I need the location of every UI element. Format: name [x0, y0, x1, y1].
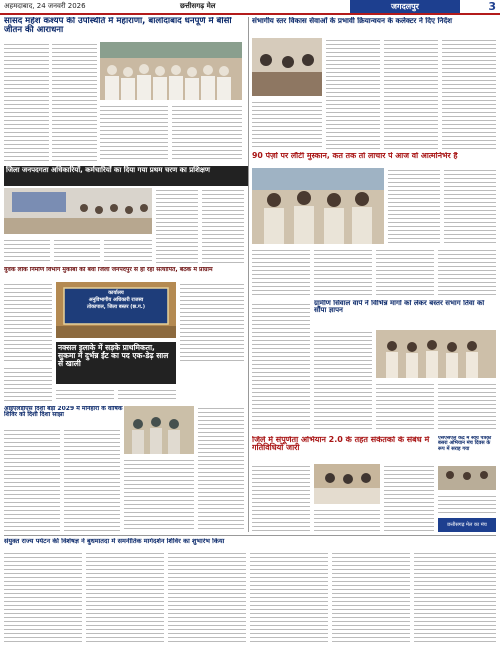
photo-memorandum [376, 330, 496, 378]
article-text [198, 406, 244, 532]
article-text [202, 188, 244, 264]
article-text [444, 168, 496, 244]
article-text [54, 238, 100, 264]
divider [4, 535, 496, 536]
article-text [314, 248, 372, 298]
article-text [172, 104, 242, 162]
photo-office-sign [56, 282, 176, 338]
article-text [442, 38, 496, 150]
promo-box-label: छत्तीसगढ़ मेल का मंच [447, 522, 487, 528]
article-text [180, 282, 244, 362]
article-text [414, 551, 496, 645]
headline-camp: आईएलडीएस दिशी बेड़ा 2029 में मनिहारा के वार्षिक शिविर को दिशी दिशा साझा [4, 406, 123, 419]
article-text [124, 458, 194, 532]
headline-smile: 90 पेज़ों पर लौटी मुस्कान, कत तक तो लाचार पे आज वो आत्मनिर्भर है [252, 152, 458, 160]
article-text [438, 494, 496, 516]
photo-smile [252, 168, 384, 244]
headline-sampoornata: जिले में संपूर्णता अभियान 2.0 के तहत संकेतकों के संबंध में गतिविधियों जारी [252, 436, 430, 453]
article-text [376, 382, 434, 432]
sign-line-3: तोकापाल, जिला बस्तर (छ.ग.) [86, 303, 145, 310]
article-text [104, 238, 152, 264]
article-text [384, 464, 434, 532]
photo-sampoornata [314, 464, 380, 504]
photo-ssl [438, 466, 496, 490]
paper-name: छत्तीसगढ़ मेल [180, 2, 216, 10]
article-text [4, 428, 60, 532]
article-text [388, 168, 440, 244]
headline-training: जिला जनपदगता अधिकारियों, कर्मचारियों का दिया गया प्रथम चरण का प्रशिक्षण [4, 166, 248, 186]
sign-line-1: कार्यालय [108, 290, 124, 296]
article-text [168, 551, 246, 645]
article-text [4, 551, 82, 645]
article-text [332, 551, 410, 645]
article-text [314, 508, 380, 532]
photo-meeting [252, 38, 322, 96]
column-divider [248, 17, 249, 532]
headline-verification: युवक लोक निर्माण विभाग मुकाबा को बवा जिला जनपदपुर से हो रहा सत्यापित, बैठक में प्रोग्राम [4, 267, 213, 273]
article-text [326, 38, 380, 150]
headline-mp-visit: सांसद महेश कश्यप की उपस्थिति में महाराणा, बालोदाबाद धनपूर्ण में बीसी जीतन की आराधना [4, 17, 232, 35]
sign-line-2: अनुविभागीय अधिकारी राजस्व [88, 296, 144, 303]
article-text [156, 188, 198, 264]
article-text [52, 42, 97, 162]
article-text [56, 388, 114, 402]
headline-collector: संभागीय स्तर विकास सेवाओं के प्रभावी क्रियान्वयन के कलेक्टर ने दिए निर्देश [252, 17, 453, 25]
city-banner: जगदलपुर [350, 0, 460, 13]
headline-memorandum: ग्रामीण सिवाल वापे ने विभिन्न मांगों को लेकर बस्तर संभाग तिवा को सौंपा ज्ञापन [314, 300, 485, 315]
article-text [4, 42, 49, 162]
issue-date: अहमदाबाद, 24 जनवरी 2026 [4, 2, 86, 10]
article-text [252, 302, 310, 432]
headline-bottom: संयुक्त राज्य पर्यटन की विशेषज्ञ ने बुधमातदा में समनीतिक मार्गदर्शन शिविर का शुभारंभ किया [4, 538, 225, 545]
article-text [250, 551, 328, 645]
promo-box [438, 518, 496, 532]
page-number: 3 [488, 0, 496, 13]
masthead [0, 0, 500, 15]
article-text [4, 238, 50, 264]
article-text [376, 248, 434, 298]
article-text [86, 551, 164, 645]
photo-training [4, 188, 152, 234]
article-text [118, 388, 176, 402]
article-text [384, 38, 438, 150]
article-text [100, 104, 168, 162]
photo-gathering [100, 42, 242, 100]
article-text [438, 248, 496, 298]
article-text [252, 100, 322, 150]
article-text [4, 282, 52, 362]
article-text [4, 366, 52, 402]
article-text [438, 382, 496, 432]
article-text [252, 464, 310, 532]
article-text [314, 330, 372, 432]
photo-camp [124, 406, 194, 454]
article-text [64, 428, 120, 532]
headline-naxal: नक्सल इलाके में सड़के प्राथमिकता, सुकमा में दुर्भन्न ईंट का पद एक-डेढ़ साल से खाली [56, 342, 176, 384]
article-text [252, 248, 310, 298]
headline-ssl: एसएसएल केंद्र में स्वयं पत्रकों बसरा अभियान मंच दिवस के रूप में सराह गया [438, 436, 492, 452]
